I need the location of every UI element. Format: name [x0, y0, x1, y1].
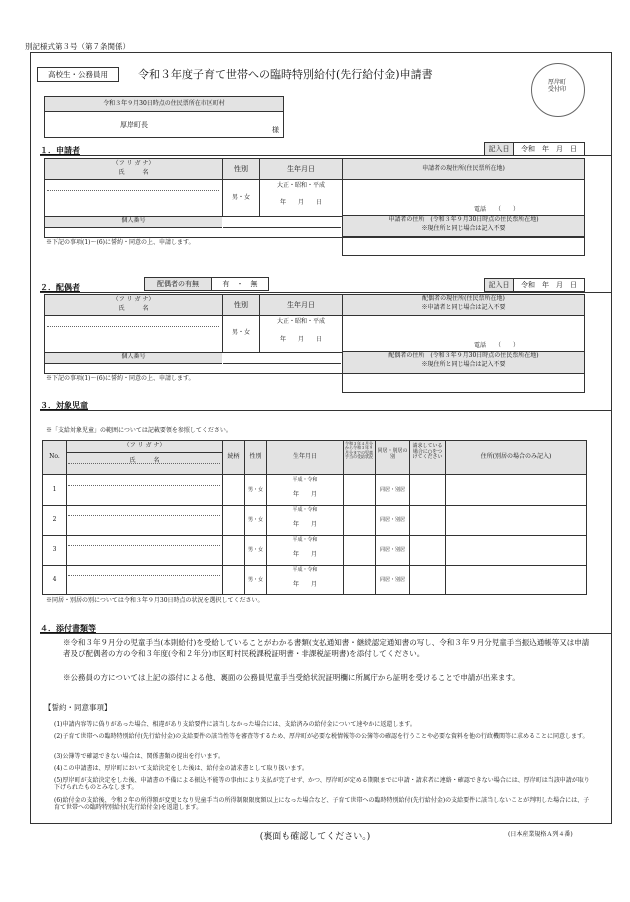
applicant-dob-field[interactable]: 年 月 日	[279, 199, 322, 206]
children-note: ※「支給対象児童」の範囲については記載要領を参照してください。	[46, 427, 232, 434]
applicant-gender[interactable]: 男・女	[231, 194, 250, 201]
pledge-item-6: (6)給付金の支給後、令和２年の所得額が変更となり児童手当の所得制限限度額以上になった場合など、子育て世帯への臨時特別給付(先行給付金)の支給要件に該当しないことが判明した場合には、子育て世帯への臨時特別給付(先行給付金)を返還します。	[54, 797, 590, 811]
spouse-entry-date-field[interactable]: 令和 年 月 日	[513, 278, 585, 292]
applicant-prev-address-field[interactable]	[342, 236, 585, 256]
mayor-name: 厚岸町長	[120, 121, 148, 129]
applicant-pledge-note: ※下記の事項(1)～(6)に誓約・同意の上、申請します。	[46, 239, 195, 246]
page-title: 令和３年度子育て世帯への臨時特別給付(先行給付金)申請書	[138, 68, 433, 81]
entry-date-label: 記入日	[484, 142, 514, 156]
addressee-box	[44, 111, 284, 138]
category-tag: 高校生・公務員用	[37, 67, 119, 82]
form-code: 別記様式第３号（第７条関係）	[25, 42, 130, 51]
child-row-no: 2	[52, 516, 57, 524]
child-row-no: 3	[52, 546, 57, 554]
applicant-era[interactable]: 大正・昭和・平成	[276, 182, 325, 189]
pledge-heading: 【誓約・同意事項】	[44, 703, 112, 712]
children-heading: ３．対象児童	[40, 400, 88, 410]
spouse-name-field[interactable]	[45, 316, 221, 351]
applicant-mynumber-field[interactable]	[223, 217, 341, 228]
spouse-prev-address-field[interactable]	[342, 373, 585, 393]
spouse-mynumber-field[interactable]	[223, 353, 341, 364]
addressee-header: 令和３年９月30日時点の住民票所在市区町村	[103, 100, 225, 107]
back-side-note: (裏面も確認してください。)	[259, 832, 371, 842]
children-footnote: ※同居・別居の別については令和３年９月30日時点の状況を選択してください。	[46, 597, 264, 604]
entry-date-field[interactable]: 令和 年 月 日	[513, 142, 585, 156]
spouse-pledge-note: ※下記の事項(1)～(6)に誓約・同意の上、申請します。	[46, 375, 195, 382]
spouse-entry-date-label: 記入日	[484, 278, 514, 292]
child-row-no: 1	[52, 485, 57, 493]
applicant-name-field[interactable]	[45, 180, 221, 216]
pledge-item-4: (4)この申請書は、厚岸町において支給決定をした後は、給付金の請求書として取り扱います。	[54, 765, 309, 772]
spouse-dob-field[interactable]: 年 月 日	[279, 336, 322, 343]
applicant-phone[interactable]: 電話 （ ）	[474, 206, 520, 213]
pledge-item-2: (2)子育て世帯への臨時特別給付(先行給付金)の支給要件の該当性等を審査等するため、厚岸町が必要な税情報等の公簿等の確認を行うことや必要な資料を他の行政機関等に求めることに同意します。	[54, 733, 589, 740]
spouse-heading: ２．配偶者	[40, 282, 80, 292]
spouse-exists-field[interactable]: 有 ・ 無	[211, 277, 269, 291]
attachments-p1: ※令和３年９月分の児童手当(本則給付)を受給していることがわかる書類(支払通知書・継続認定通知書の写し、令和３年９月分児童手当振込通帳等又は申請者及び配偶者の方の令和３年度(令和２年分)市区町村民税課税証明書・非課税証明書)を添付してください。	[63, 638, 590, 658]
pledge-item-1: (1)申請内容等に偽りがあった場合、相違があり支給要件に該当しなかった場合には、支給済みの給付金について速やかに返還します。	[54, 721, 416, 728]
pledge-item-5: (5)厚岸町が支給決定をした後、申請書の不備による振込不能等の事由により支払が完了せず、かつ、厚岸町が定める期限までに申請・請求者に連絡・確認できない場合には、厚岸町は当該申請が取り下げられたものとみなします。	[54, 777, 590, 791]
spouse-exists-label: 配偶者の有無	[144, 277, 212, 291]
reception-stamp-label: 厚岸町 受付印	[547, 79, 566, 93]
attachments-p2: ※公務員の方については上記の添付による他、裏面の公務員児童手当受給状況証明欄に所属庁から証明を受けることで申請が出来ます。	[63, 673, 520, 682]
spouse-phone[interactable]: 電話 （ ）	[474, 342, 520, 349]
attachments-heading: ４．添付書類等	[40, 623, 96, 633]
child-row-no: 4	[52, 576, 57, 584]
paper-size-note: (日本産業規格Ａ列４番)	[508, 831, 573, 838]
pledge-item-3: (3)公簿等で確認できない場合は、関係書類の提出を行います。	[54, 753, 225, 760]
spouse-era[interactable]: 大正・昭和・平成	[276, 318, 325, 325]
applicant-heading: １．申請者	[40, 145, 80, 155]
honorific: 様	[272, 126, 279, 134]
spouse-gender[interactable]: 男・女	[231, 329, 250, 336]
